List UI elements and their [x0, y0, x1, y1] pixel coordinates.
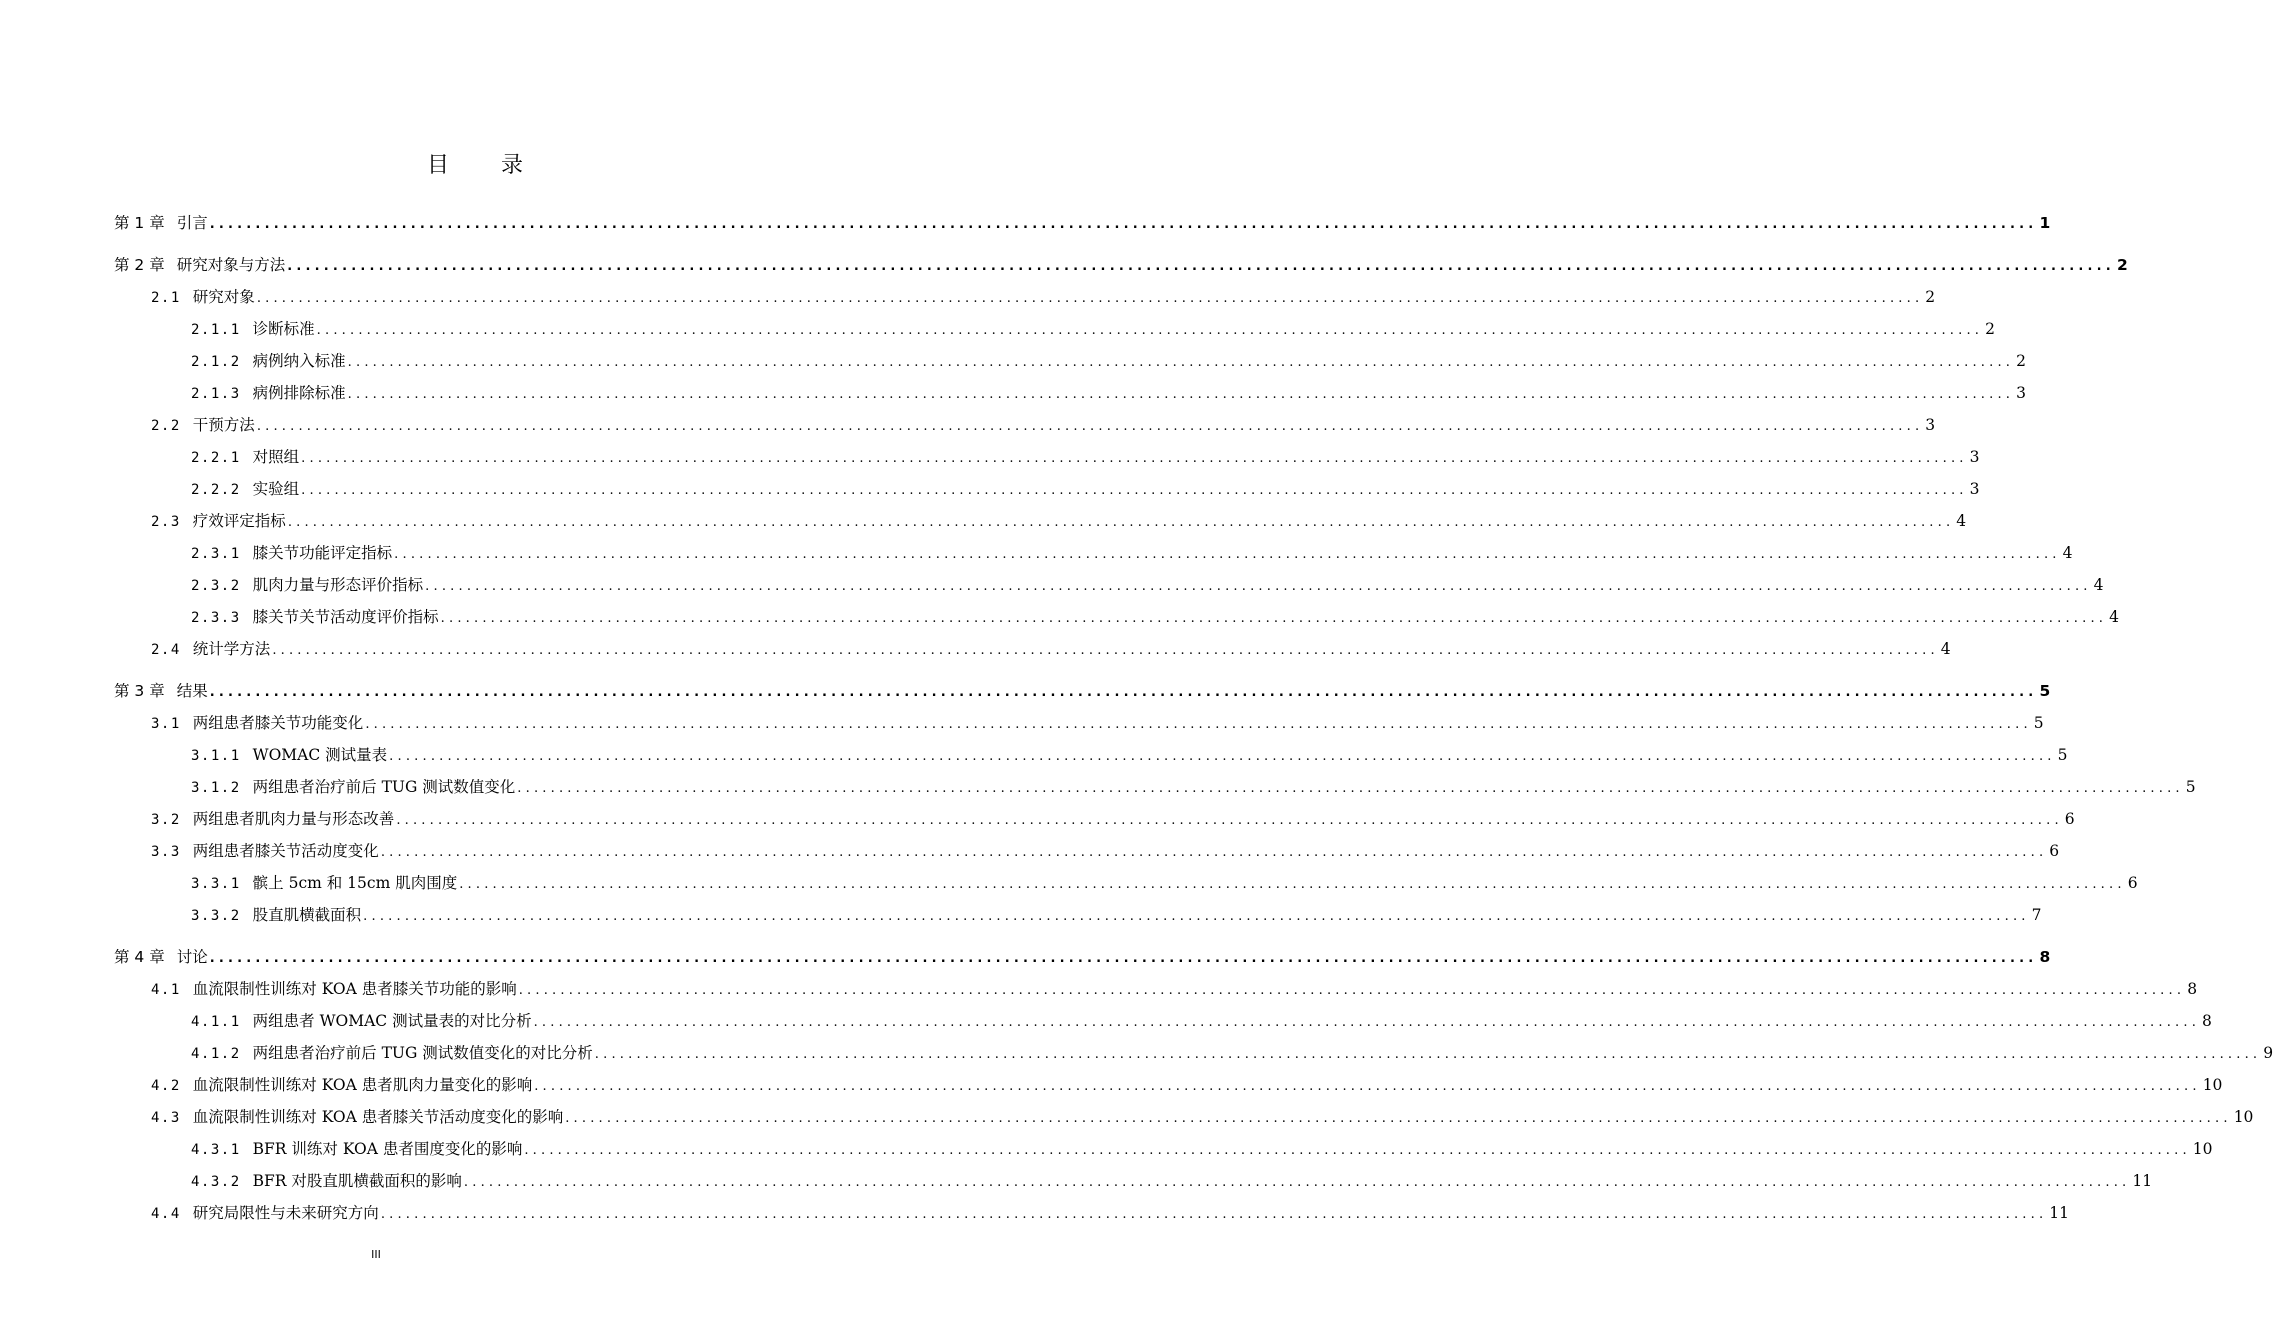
- toc-entry-page: 10: [2202, 1076, 2223, 1094]
- toc-title-char-1: 目: [426, 153, 449, 178]
- toc-entry-label: 引言: [176, 214, 208, 232]
- toc-dot-leader: ........................................................................................................................................................................................................: [347, 355, 2015, 370]
- toc-entry-number: 2.3: [151, 514, 181, 530]
- toc-entry-label: BFR 对股直肌横截面积的影响: [252, 1172, 462, 1190]
- toc-dot-leader: ........................................................................................................................................................................................................: [272, 643, 1939, 658]
- toc-entry-page: 5: [2033, 714, 2044, 732]
- toc-dot-leader: ........................................................................................................................................................................................................: [365, 717, 2032, 732]
- toc-entry-page: 2: [2116, 256, 2128, 274]
- toc-entry[interactable]: [191, 605, 2120, 629]
- toc-dot-leader: ........................................................................................................................................................................................................: [389, 749, 2056, 764]
- toc-entry[interactable]: [151, 413, 1936, 437]
- toc-dot-leader: ........................................................................................................................................................................................................: [287, 515, 1955, 530]
- toc-entry-number: 3.3.1: [191, 876, 241, 892]
- toc-entry-number: 3.3: [151, 844, 181, 860]
- toc-entry-number: 第 1 章: [114, 214, 165, 232]
- toc-dot-leader: ........................................................................................................................................................................................................: [459, 877, 2126, 892]
- toc-entry-number: 2.4: [151, 642, 181, 658]
- toc-entry-number: 4.4: [151, 1206, 181, 1222]
- toc-title: [0, 148, 950, 179]
- toc-entry-page: 5: [2185, 778, 2196, 796]
- toc-entry[interactable]: [151, 637, 1951, 661]
- toc-dot-leader: ........................................................................................................................................................................................................: [301, 483, 1968, 498]
- toc-entry[interactable]: [191, 573, 2104, 597]
- toc-dot-leader: ........................................................................................................................................................................................................: [209, 217, 2038, 232]
- toc-entry[interactable]: [191, 381, 2027, 405]
- toc-entry-page: 8: [2039, 948, 2051, 966]
- toc-dot-leader: ........................................................................................................................................................................................................: [301, 451, 1968, 466]
- toc-entry[interactable]: [191, 445, 1980, 469]
- toc-entry-page: 1: [2039, 214, 2051, 232]
- toc-entry[interactable]: [151, 807, 2075, 831]
- toc-entry-page: 11: [2049, 1204, 2070, 1222]
- toc-entry[interactable]: [191, 743, 2068, 767]
- toc-entry-number: 第 2 章: [114, 256, 165, 274]
- toc-dot-leader: ........................................................................................................................................................................................................: [533, 1015, 2201, 1030]
- toc-entry[interactable]: [151, 1201, 2070, 1225]
- toc-entry-page: 10: [2192, 1140, 2213, 1158]
- toc-entry[interactable]: [191, 903, 2042, 927]
- toc-entry-page: 6: [2064, 810, 2075, 828]
- toc-entry-label: 膝关节功能评定指标: [252, 544, 393, 562]
- toc-entry-label: 两组患者 WOMAC 测试量表的对比分析: [252, 1012, 532, 1030]
- toc-entry-number: 2.2.1: [191, 450, 241, 466]
- toc-entry-label: 两组患者肌肉力量与形态改善: [192, 810, 395, 828]
- toc-entry-label: 统计学方法: [192, 640, 271, 658]
- toc-entry-label: 诊断标准: [252, 320, 315, 338]
- page-number: III: [371, 1248, 381, 1261]
- toc-entry-number: 2.3.2: [191, 578, 241, 594]
- toc-entry-label: 两组患者治疗前后 TUG 测试数值变化的对比分析: [252, 1044, 593, 1062]
- toc-entry-number: 4.3.1: [191, 1142, 241, 1158]
- toc-dot-leader: ........................................................................................................................................................................................................: [425, 579, 2092, 594]
- toc-dot-leader: ........................................................................................................................................................................................................: [380, 1207, 2048, 1222]
- toc-entry-page: 8: [2202, 1012, 2212, 1030]
- toc-entry[interactable]: [114, 945, 2051, 969]
- toc-entry-label: 实验组: [252, 480, 300, 498]
- toc-entry-label: 病例排除标准: [252, 384, 346, 402]
- toc-entry-number: 2.2.2: [191, 482, 241, 498]
- toc-entry-label: 结果: [176, 682, 208, 700]
- toc-entry[interactable]: [191, 1137, 2213, 1161]
- toc-entry-number: 3.2: [151, 812, 181, 828]
- toc-entry-page: 3: [1925, 416, 1936, 434]
- toc-dot-leader: ........................................................................................................................................................................................................: [209, 685, 2038, 700]
- toc-entry-page: 4: [2109, 608, 2120, 626]
- toc-entry-label: WOMAC 测试量表: [252, 746, 388, 764]
- toc-dot-leader: ........................................................................................................................................................................................................: [396, 813, 2063, 828]
- toc-entry-number: 2.1.1: [191, 322, 241, 338]
- toc-entry-label: 对照组: [252, 448, 300, 466]
- toc-entry-label: BFR 训练对 KOA 患者围度变化的影响: [252, 1140, 523, 1158]
- toc-dot-leader: ........................................................................................................................................................................................................: [565, 1111, 2232, 1126]
- toc-entry[interactable]: [114, 211, 2051, 235]
- toc-entry-label: 血流限制性训练对 KOA 患者肌肉力量变化的影响: [192, 1076, 533, 1094]
- toc-entry-number: 2.2: [151, 418, 181, 434]
- toc-entry-page: 5: [2057, 746, 2068, 764]
- toc-entry-page: 4: [1956, 512, 1967, 530]
- toc-entry-label: 疗效评定指标: [192, 512, 286, 530]
- toc-dot-leader: ........................................................................................................................................................................................................: [518, 983, 2186, 998]
- toc-entry-page: 6: [2127, 874, 2138, 892]
- toc-entry[interactable]: [151, 711, 2044, 735]
- toc-entry[interactable]: [151, 1073, 2223, 1097]
- toc-entry-page: 2: [1925, 288, 1936, 306]
- toc-dot-leader: ........................................................................................................................................................................................................: [534, 1079, 2201, 1094]
- toc-entry-label: 膝关节关节活动度评价指标: [252, 608, 439, 626]
- toc-entry-label: 髌上 5cm 和 15cm 肌肉围度: [252, 874, 458, 892]
- toc-dot-leader: ........................................................................................................................................................................................................: [440, 611, 2108, 626]
- toc-entry-number: 3.1: [151, 716, 181, 732]
- toc-entry-label: 讨论: [176, 948, 208, 966]
- toc-dot-leader: ........................................................................................................................................................................................................: [316, 323, 1984, 338]
- toc-dot-leader: ........................................................................................................................................................................................................: [209, 951, 2038, 966]
- toc-entry[interactable]: [191, 349, 2027, 373]
- toc-entry-page: 6: [2049, 842, 2060, 860]
- toc-entry-page: 5: [2039, 682, 2051, 700]
- toc-entry-number: 3.1.1: [191, 748, 241, 764]
- toc-entry[interactable]: [191, 317, 1996, 341]
- toc-entry[interactable]: [191, 871, 2138, 895]
- toc-entry-page: 3: [2016, 384, 2027, 402]
- toc-entry[interactable]: [191, 1009, 2212, 1033]
- toc-entry-page: 9: [2263, 1044, 2273, 1062]
- toc-entry-number: 4.1: [151, 982, 181, 998]
- toc-entry[interactable]: [191, 541, 2073, 565]
- toc-entry-page: 3: [1969, 480, 1980, 498]
- toc-dot-leader: ........................................................................................................................................................................................................: [394, 547, 2061, 562]
- toc-dot-leader: ........................................................................................................................................................................................................: [463, 1175, 2131, 1190]
- toc-entry-number: 2.1: [151, 290, 181, 306]
- toc-dot-leader: ........................................................................................................................................................................................................: [363, 909, 2030, 924]
- toc-entry[interactable]: [191, 1041, 2273, 1065]
- toc-dot-leader: ........................................................................................................................................................................................................: [256, 291, 1924, 306]
- toc-dot-leader: ........................................................................................................................................................................................................: [380, 845, 2048, 860]
- toc-entry-number: 3.1.2: [191, 780, 241, 796]
- toc-entry-label: 研究对象: [192, 288, 255, 306]
- toc-entry-label: 干预方法: [192, 416, 255, 434]
- toc-entry[interactable]: [191, 477, 1980, 501]
- toc-entry-page: 11: [2132, 1172, 2153, 1190]
- toc-dot-leader: ........................................................................................................................................................................................................: [517, 781, 2184, 796]
- toc-entry-number: 4.2: [151, 1078, 181, 1094]
- toc-dot-leader: ........................................................................................................................................................................................................: [594, 1047, 2262, 1062]
- toc-entry[interactable]: [151, 285, 1936, 309]
- toc-entry[interactable]: [114, 253, 2128, 277]
- toc-entry-label: 血流限制性训练对 KOA 患者膝关节活动度变化的影响: [192, 1108, 564, 1126]
- toc-dot-leader: ........................................................................................................................................................................................................: [524, 1143, 2191, 1158]
- toc-entry[interactable]: [151, 839, 2060, 863]
- toc-entry-number: 第 3 章: [114, 682, 165, 700]
- toc-entry-number: 2.3.3: [191, 610, 241, 626]
- toc-entry-label: 股直肌横截面积: [252, 906, 362, 924]
- toc-entry[interactable]: [151, 509, 1967, 533]
- toc-entry-label: 两组患者膝关节功能变化: [192, 714, 364, 732]
- toc-entry-page: 10: [2233, 1108, 2254, 1126]
- toc-entry[interactable]: [151, 1105, 2254, 1129]
- toc-entry-number: 3.3.2: [191, 908, 241, 924]
- toc-entry-page: 2: [2016, 352, 2027, 370]
- toc-entry-page: 7: [2031, 906, 2042, 924]
- toc-dot-leader: ........................................................................................................................................................................................................: [256, 419, 1924, 434]
- toc-entry-label: 两组患者治疗前后 TUG 测试数值变化: [252, 778, 516, 796]
- toc-entry[interactable]: [191, 1169, 2153, 1193]
- toc-entry-number: 4.3: [151, 1110, 181, 1126]
- toc-entry[interactable]: [114, 679, 2051, 703]
- toc-entry-page: 4: [2093, 576, 2104, 594]
- toc-entry-label: 研究局限性与未来研究方向: [192, 1204, 379, 1222]
- toc-title-char-2: 录: [501, 153, 524, 178]
- toc-entry-page: 4: [1940, 640, 1951, 658]
- toc-entry-page: 4: [2062, 544, 2073, 562]
- toc-entry[interactable]: [151, 977, 2198, 1001]
- toc-dot-leader: ........................................................................................................................................................................................................: [347, 387, 2015, 402]
- toc-entry-label: 肌肉力量与形态评价指标: [252, 576, 424, 594]
- toc-entry-page: 8: [2187, 980, 2198, 998]
- toc-entry-number: 2.1.3: [191, 386, 241, 402]
- toc-entry-number: 4.1.2: [191, 1046, 241, 1062]
- toc-entry-label: 血流限制性训练对 KOA 患者膝关节功能的影响: [192, 980, 517, 998]
- toc-entry-page: 3: [1969, 448, 1980, 466]
- toc-entry-label: 研究对象与方法: [176, 256, 286, 274]
- toc-entry-number: 4.3.2: [191, 1174, 241, 1190]
- toc-entry-label: 病例纳入标准: [252, 352, 346, 370]
- toc-entry-page: 2: [1985, 320, 1996, 338]
- toc-entry-number: 4.1.1: [191, 1014, 241, 1030]
- toc-dot-leader: ........................................................................................................................................................................................................: [287, 259, 2115, 274]
- toc-entry-number: 2.3.1: [191, 546, 241, 562]
- toc-entry-label: 两组患者膝关节活动度变化: [192, 842, 379, 860]
- toc-entry-number: 2.1.2: [191, 354, 241, 370]
- toc-entry[interactable]: [191, 775, 2196, 799]
- toc-entry-number: 第 4 章: [114, 948, 165, 966]
